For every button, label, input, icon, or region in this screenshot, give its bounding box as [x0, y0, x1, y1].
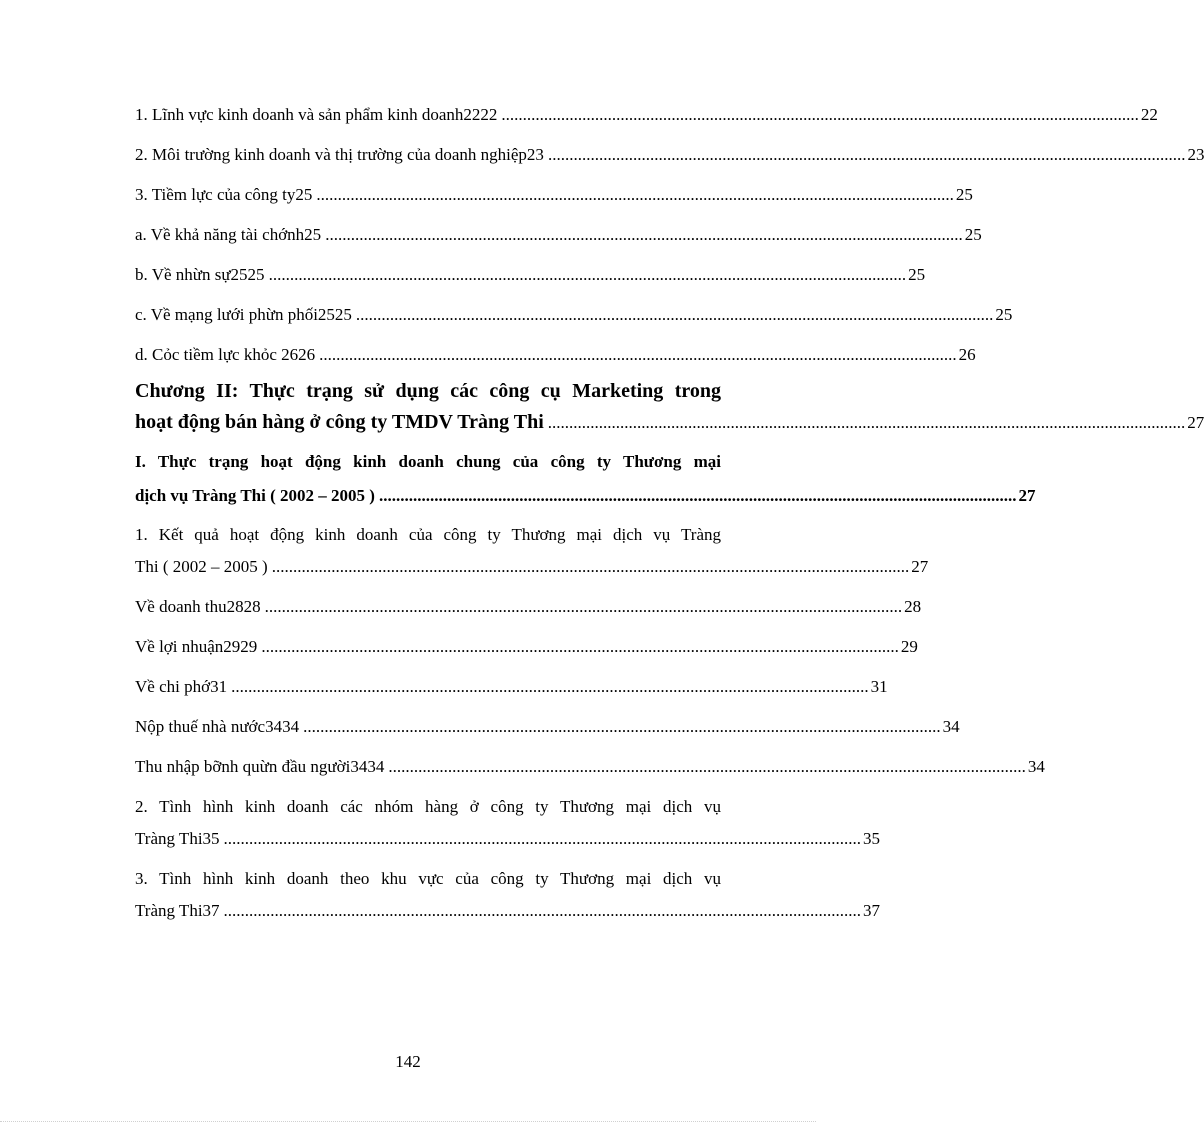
toc-leader-dots: ...................................................................................................................................................... [223, 829, 862, 848]
toc-entry-label: a. Về khả năng tài chớnh25 [135, 225, 322, 244]
toc-page-number: 35 [863, 829, 881, 848]
toc-page-number: 25 [964, 225, 982, 244]
toc-entry-label-line2: hoạt động bán hàng ở công ty TMDV Tràng Thi [135, 411, 544, 433]
toc-entry[interactable] [135, 792, 881, 854]
toc-entry[interactable] [135, 520, 929, 582]
toc-entry[interactable] [135, 340, 976, 370]
toc-entry-label-line1: 1. Kết quả hoạt động kinh doanh của công ty Thương mại dịch vụ Tràng [135, 525, 721, 544]
toc-page-number: 31 [870, 677, 888, 696]
toc-entry-label-line2: Tràng Thi37 [135, 901, 220, 920]
toc-page-number: 25 [908, 265, 926, 284]
toc-leader-dots: ...................................................................................................................................................... [223, 901, 862, 920]
toc-entry-label: 1. Lĩnh vực kinh doanh và sản phẩm kinh doanh2222 [135, 105, 498, 124]
toc-leader-dots: ...................................................................................................................................................... [316, 185, 954, 204]
table-of-contents [135, 100, 1204, 926]
toc-entry-label-line1: 3. Tình hình kinh doanh theo khu vực của công ty Thương mại dịch vụ [135, 869, 721, 888]
toc-page-number: 27 [911, 557, 929, 576]
toc-entry[interactable] [135, 100, 1158, 130]
toc-page-number: 25 [995, 305, 1013, 324]
toc-page-number: 27 [1187, 413, 1204, 432]
toc-chapter-entry[interactable] [135, 376, 1204, 438]
toc-page-number: 22 [1140, 105, 1158, 124]
toc-entry-label: b. Về nhừn sự2525 [135, 265, 265, 284]
toc-entry-label-line2: Tràng Thi35 [135, 829, 220, 848]
toc-entry-label: 3. Tiềm lực của công ty25 [135, 185, 313, 204]
toc-entry[interactable] [135, 672, 888, 702]
toc-page-number: 23 [1187, 145, 1204, 164]
toc-leader-dots: ...................................................................................................................................................... [231, 677, 869, 696]
toc-entry-label: Về chi phớ31 [135, 677, 228, 696]
toc-entry[interactable] [135, 260, 926, 290]
toc-section-entry[interactable] [135, 447, 1036, 511]
toc-page-number: 34 [942, 717, 960, 736]
toc-leader-dots: ...................................................................................................................................................... [501, 105, 1139, 124]
toc-page-number: 27 [1018, 486, 1036, 505]
toc-entry-label-line2: Thi ( 2002 – 2005 ) [135, 557, 268, 576]
toc-page-number: 25 [955, 185, 973, 204]
toc-entry-label: Về doanh thu2828 [135, 597, 261, 616]
toc-entry-label-line1: 2. Tình hình kinh doanh các nhóm hàng ở công ty Thương mại dịch vụ [135, 797, 721, 816]
toc-leader-dots: ...................................................................................................................................................... [303, 717, 941, 736]
toc-entry[interactable] [135, 752, 1045, 782]
toc-entry[interactable] [135, 140, 1204, 170]
toc-entry[interactable] [135, 220, 982, 250]
toc-page-number: 28 [904, 597, 922, 616]
toc-page-number: 37 [863, 901, 881, 920]
toc-leader-dots: ...................................................................................................................................................... [388, 757, 1026, 776]
page-number-footer: 142 [395, 1052, 421, 1071]
toc-leader-dots: ...................................................................................................................................................... [547, 413, 1186, 432]
toc-entry[interactable] [135, 592, 922, 622]
toc-leader-dots: ...................................................................................................................................................... [268, 265, 907, 284]
toc-entry-label: Thu nhập bỡnh quừn đầu người3434 [135, 757, 385, 776]
toc-leader-dots: ...................................................................................................................................................... [261, 637, 899, 656]
toc-leader-dots: ...................................................................................................................................................... [325, 225, 963, 244]
toc-entry-label-line1: I. Thực trạng hoạt động kinh doanh chung của công ty Thương mại [135, 452, 721, 471]
toc-page-number: 34 [1027, 757, 1045, 776]
toc-entry-label: 2. Môi trường kinh doanh và thị trường của doanh nghiệp23 [135, 145, 544, 164]
toc-leader-dots: ...................................................................................................................................................... [547, 145, 1186, 164]
toc-entry[interactable] [135, 632, 918, 662]
toc-entry-label: d. Cỏc tiềm lực khỏc 2626 [135, 345, 316, 364]
page-bottom-divider [0, 1121, 816, 1122]
toc-leader-dots: ...................................................................................................................................................... [319, 345, 957, 364]
toc-entry[interactable] [135, 180, 973, 210]
toc-entry-label-line1: Chương II: Thực trạng sử dụng các công cụ Marketing trong [135, 380, 721, 402]
toc-entry-label: Nộp thuế nhà nước3434 [135, 717, 300, 736]
toc-leader-dots: ...................................................................................................................................................... [355, 305, 994, 324]
toc-entry[interactable] [135, 864, 881, 926]
toc-leader-dots: ...................................................................................................................................................... [378, 486, 1017, 505]
toc-page-number: 26 [958, 345, 976, 364]
toc-entry-label-line2: dịch vụ Tràng Thi ( 2002 – 2005 ) [135, 486, 375, 505]
toc-page-number: 29 [900, 637, 918, 656]
toc-leader-dots: ...................................................................................................................................................... [271, 557, 910, 576]
toc-entry[interactable] [135, 712, 960, 742]
toc-entry-label: Về lợi nhuận2929 [135, 637, 258, 656]
toc-entry-label: c. Về mạng lưới phừn phối2525 [135, 305, 352, 324]
toc-leader-dots: ...................................................................................................................................................... [264, 597, 903, 616]
toc-entry[interactable] [135, 300, 1013, 330]
